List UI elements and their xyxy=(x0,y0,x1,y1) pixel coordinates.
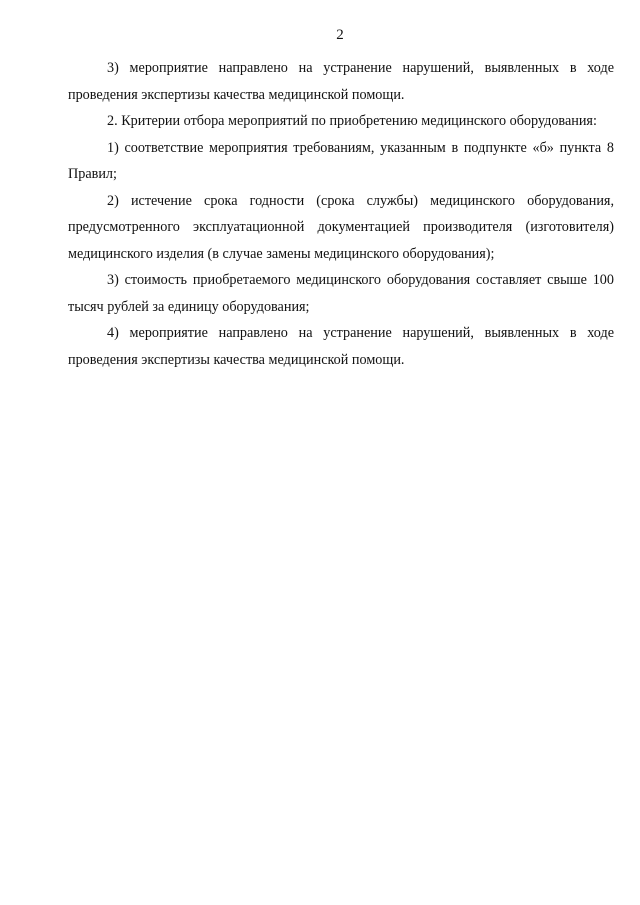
document-body xyxy=(68,55,614,373)
paragraph-criterion-3-item: 3) мероприятие направлено на устранение нарушений, выявленных в ходе проведения экспертизы качества медицинской помощи. xyxy=(68,60,614,103)
paragraph-equipment-criterion-2: 2) истечение срока годности (срока службы) медицинского оборудования, предусмотренного эксплуатационной документацией производителя (изготовителя) медицинского изделия (в случае замены медицинского оборудования); xyxy=(68,192,614,262)
paragraph-equipment-criterion-3: 3) стоимость приобретаемого медицинского оборудования составляет свыше 100 тысяч рублей за единицу оборудования; xyxy=(68,272,614,315)
page-number: 2 xyxy=(336,27,344,43)
paragraph-equipment-criterion-1: 1) соответствие мероприятия требованиям, указанным в подпункте «б» пункта 8 Правил; xyxy=(68,139,614,182)
paragraph-section-2-heading: 2. Критерии отбора мероприятий по приобретению медицинского оборудования: xyxy=(107,113,597,129)
paragraph-equipment-criterion-4: 4) мероприятие направлено на устранение нарушений, выявленных в ходе проведения экспертизы качества медицинской помощи. xyxy=(68,325,614,368)
